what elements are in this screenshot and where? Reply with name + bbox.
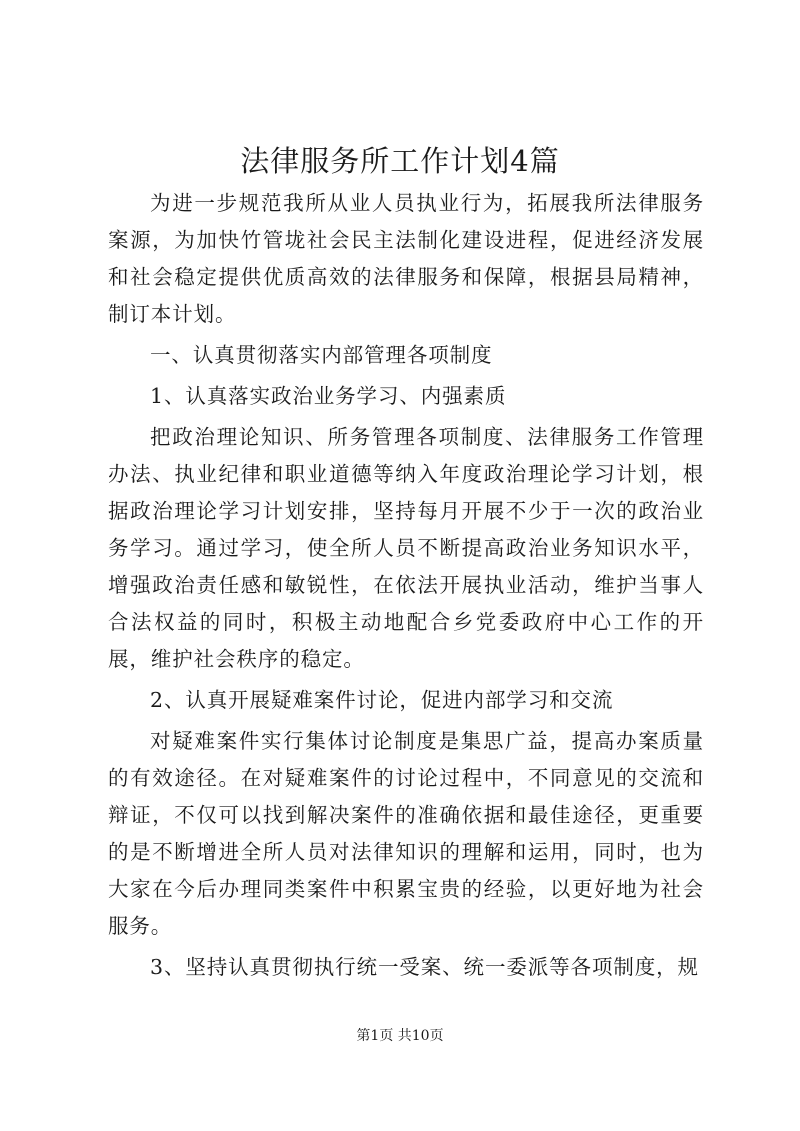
document-title: 法律服务所工作计划4篇	[240, 144, 560, 178]
section-heading-1: 一、认真贯彻落实内部管理各项制度	[150, 343, 493, 367]
subsection-heading-2: 2、认真开展疑难案件讨论，促进内部学习和交流	[150, 688, 614, 712]
document-body	[108, 185, 704, 986]
paragraph-study: 把政治理论知识、所务管理各项制度、法律服务工作管理办法、执业纪律和职业道德等纳入年度政治理论学习计划，根据政治理论学习计划安排，坚持每月开展不少于一次的政治业务学习。通过学习，使全所人员不断提高政治业务知识水平，增强政治责任感和敏锐性，在依法开展执业活动，维护当事人合法权益的同时，积极主动地配合乡党委政府中心工作的开展，维护社会秩序的稳定。	[108, 425, 704, 671]
subsection-heading-3: 3、坚持认真贯彻执行统一受案、统一委派等各项制度，规	[150, 955, 699, 979]
subsection-heading-1: 1、认真落实政治业务学习、内强素质	[150, 384, 507, 408]
paragraph-discussion: 对疑难案件实行集体讨论制度是集思广益，提高办案质量的有效途径。在对疑难案件的讨论过程中，不同意见的交流和辩证，不仅可以找到解决案件的准确依据和最佳途径，更重要的是不断增进全所人员对法律知识的理解和运用，同时，也为大家在今后办理同类案件中积累宝贵的经验，以更好地为社会服务。	[108, 729, 704, 938]
page-footer: 第1页 共10页	[356, 1028, 444, 1044]
paragraph-intro: 为进一步规范我所从业人员执业行为，拓展我所法律服务案源，为加快竹管垅社会民主法制化建设进程，促进经济发展和社会稳定提供优质高效的法律服务和保障，根据县局精神，制订本计划。	[108, 191, 704, 326]
